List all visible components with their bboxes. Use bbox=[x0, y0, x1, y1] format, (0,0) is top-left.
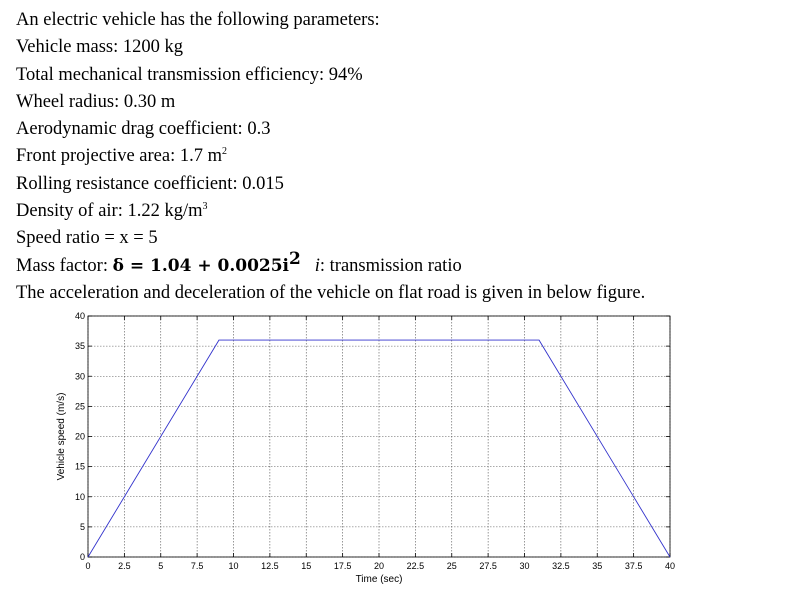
parameter-value: 1.7 m bbox=[179, 146, 223, 167]
parameter-list bbox=[16, 34, 786, 225]
x-tick-label: 32.5 bbox=[552, 561, 570, 571]
parameter-value: 0.015 bbox=[242, 173, 284, 194]
x-tick-label: 7.5 bbox=[190, 561, 204, 571]
x-tick-label: 5 bbox=[158, 561, 164, 571]
y-tick-label: 35 bbox=[74, 341, 85, 352]
parameter-unit-exponent: 2 bbox=[222, 146, 228, 158]
x-tick-label: 0 bbox=[85, 561, 91, 571]
parameter-value: 0.3 bbox=[247, 119, 271, 140]
mass-factor-formula: δ = 1.04 + 0.0025i bbox=[112, 255, 290, 276]
x-axis-label: Time (sec) bbox=[355, 574, 403, 585]
x-tick-label: 40 bbox=[664, 561, 676, 571]
speed-ratio-line: Speed ratio = x = 5 bbox=[16, 228, 158, 249]
parameter-value: 94% bbox=[328, 64, 363, 85]
mass-factor-exponent: 2 bbox=[289, 248, 301, 269]
x-tick-label: 37.5 bbox=[624, 561, 643, 571]
mass-factor-label: Mass factor: bbox=[16, 255, 113, 276]
x-tick-label: 17.5 bbox=[333, 561, 352, 571]
parameter-line bbox=[16, 34, 786, 61]
chart-grid bbox=[88, 316, 670, 557]
parameter-label: Wheel radius: bbox=[16, 91, 124, 112]
y-axis-label: Vehicle speed (m/s) bbox=[56, 392, 67, 481]
parameter-line bbox=[16, 171, 786, 198]
figure-caption: The acceleration and deceleration of the vehicle on flat road is given in below figure. bbox=[16, 282, 646, 303]
y-tick-label: 15 bbox=[74, 461, 85, 472]
parameter-line bbox=[16, 116, 786, 143]
x-tick-label: 2.5 bbox=[118, 561, 131, 571]
mass-factor-variable: i bbox=[314, 255, 320, 276]
intro-line: An electric vehicle has the following parameters: bbox=[16, 10, 380, 30]
parameter-value: 1.22 kg/m bbox=[127, 201, 203, 222]
y-tick-label: 5 bbox=[79, 521, 85, 532]
parameter-label: Density of air: bbox=[16, 201, 128, 222]
mass-factor-note: : transmission ratio bbox=[319, 255, 462, 276]
problem-statement bbox=[16, 7, 786, 307]
x-tick-label: 30 bbox=[519, 561, 530, 571]
parameter-label: Aerodynamic drag coefficient: bbox=[16, 119, 248, 140]
parameter-unit-exponent: 3 bbox=[202, 201, 208, 213]
x-tick-label: 27.5 bbox=[479, 561, 497, 571]
x-tick-label: 20 bbox=[373, 561, 385, 571]
x-tick-label: 35 bbox=[592, 561, 603, 571]
parameter-line bbox=[16, 62, 786, 89]
parameter-label: Vehicle mass: bbox=[16, 37, 123, 58]
x-tick-label: 25 bbox=[446, 561, 457, 571]
x-tick-label: 12.5 bbox=[261, 561, 279, 571]
x-tick-label: 15 bbox=[301, 561, 312, 571]
parameter-line bbox=[16, 89, 786, 116]
x-axis-ticks bbox=[85, 316, 675, 571]
parameter-label: Front projective area: bbox=[16, 146, 180, 167]
x-tick-label: 22.5 bbox=[406, 561, 425, 571]
parameter-value: 0.30 m bbox=[123, 91, 176, 112]
y-tick-label: 0 bbox=[79, 552, 85, 562]
parameter-label: Rolling resistance coefficient: bbox=[16, 173, 243, 194]
y-tick-label: 30 bbox=[74, 371, 85, 382]
vehicle-speed-chart bbox=[0, 305, 793, 595]
x-tick-label: 10 bbox=[228, 561, 239, 571]
parameter-line bbox=[16, 143, 786, 170]
y-tick-label: 25 bbox=[74, 401, 85, 412]
parameter-value: 1200 kg bbox=[122, 37, 183, 58]
parameter-line bbox=[16, 198, 786, 225]
y-tick-label: 10 bbox=[74, 491, 85, 502]
mass-factor-line bbox=[16, 248, 786, 280]
parameter-label: Total mechanical transmission efficiency: bbox=[16, 64, 329, 85]
y-tick-label: 40 bbox=[74, 311, 85, 321]
y-tick-label: 20 bbox=[74, 431, 85, 442]
